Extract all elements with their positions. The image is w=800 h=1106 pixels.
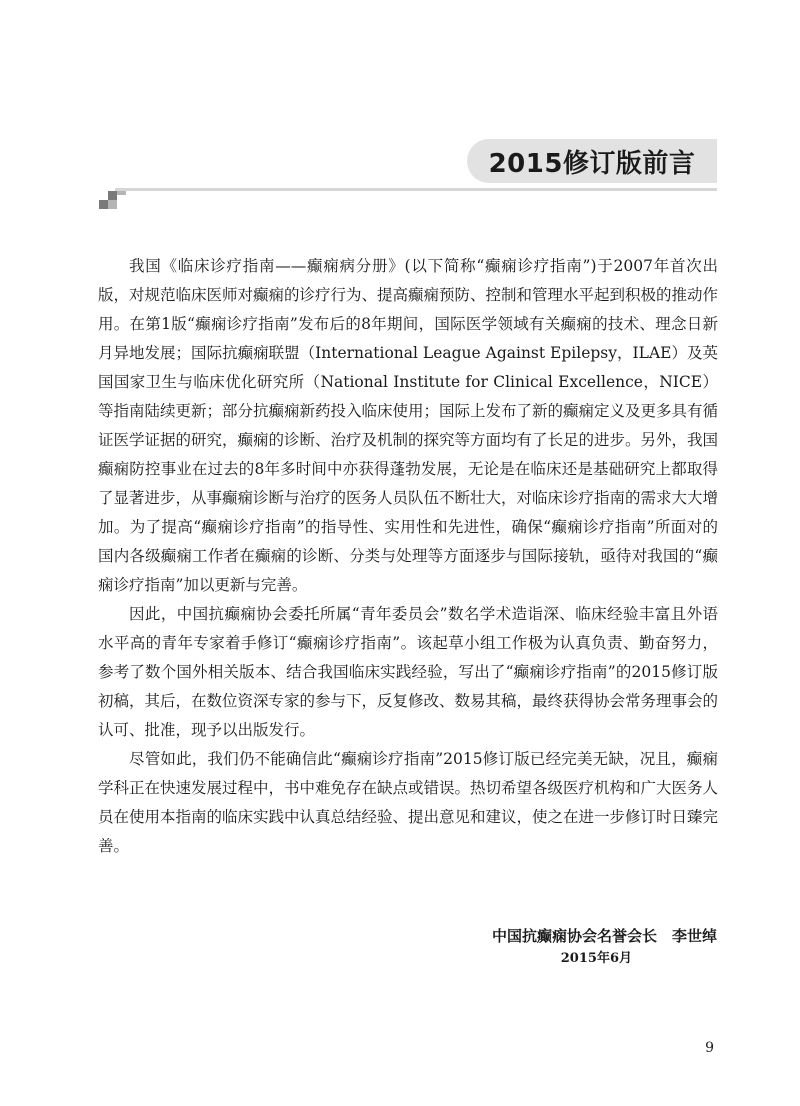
paragraph-2: 因此，中国抗癫痫协会委托所属“青年委员会”数名学术造诣深、临床经验丰富且外语水平高的青年专家着手修订“癫痫诊疗指南”。该起草小组工作极为认真负责、勤奋努力，参考了数个国外相关版本、结合我国临床实践经验，写出了“癫痫诊疗指南”的2015修订版初稿，其后，在数位资深专家的参与下，反复修改、数易其稿，最终获得协会常务理事会的认可、批准，现予以出版发行。	[98, 605, 719, 739]
signature-date: 2015年6月	[560, 951, 632, 966]
page-number: 9	[705, 1040, 714, 1056]
page-title: 2015修订版前言	[488, 148, 696, 179]
title-banner	[467, 139, 717, 183]
paragraph-1: 我国《临床诊疗指南——癫痫病分册》(以下简称“癫痫诊疗指南”)于2007年首次出版，对规范临床医师对癫痫的诊疗行为、提高癫痫预防、控制和管理水平起到积极的推动作用。在第1版“癫痫诊疗指南”发布后的8年期间，国际医学领域有关癫痫的技术、理念日新月异地发展；国际抗癫痫联盟（International League Against Epilepsy，ILAE）及英国国家卫生与临床优化研究所（National Institute for Clinical Excellence，NICE）等指南陆续更新；部分抗癫痫新药投入临床使用；国际上发布了新的癫痫定义及更多具有循证医学证据的研究，癫痫的诊断、治疗及机制的探究等方面均有了长足的进步。另外，我国癫痫防控事业在过去的8年多时间中亦获得蓬勃发展，无论是在临床还是基础研究上都取得了显著进步，从事癫痫诊断与治疗的医务人员队伍不断壮大，对临床诊疗指南的需求大大增加。为了提高“癫痫诊疗指南”的指导性、实用性和先进性，确保“癫痫诊疗指南”所面对的国内各级癫痫工作者在癫痫的诊断、分类与处理等方面逐步与国际接轨，亟待对我国的“癫痫诊疗指南”加以更新与完善。	[98, 257, 719, 594]
title-underline	[115, 188, 717, 191]
paragraph-3: 尽管如此，我们仍不能确信此“癫痫诊疗指南”2015修订版已经完美无缺，况且，癫痫学科正在快速发展过程中，书中难免存在缺点或错误。热切希望各级医疗机构和广大医务人员在使用本指南的临床实践中认真总结经验、提出意见和建议，使之在进一步修订时日臻完善。	[98, 750, 719, 855]
signature-author: 中国抗癫痫协会名誉会长 李世绰	[491, 927, 717, 945]
decorative-square	[108, 191, 117, 200]
signature-block	[492, 924, 717, 970]
decorative-square	[108, 200, 117, 209]
decorative-square	[117, 191, 126, 195]
preface-body	[98, 252, 718, 861]
decorative-square	[99, 200, 108, 209]
